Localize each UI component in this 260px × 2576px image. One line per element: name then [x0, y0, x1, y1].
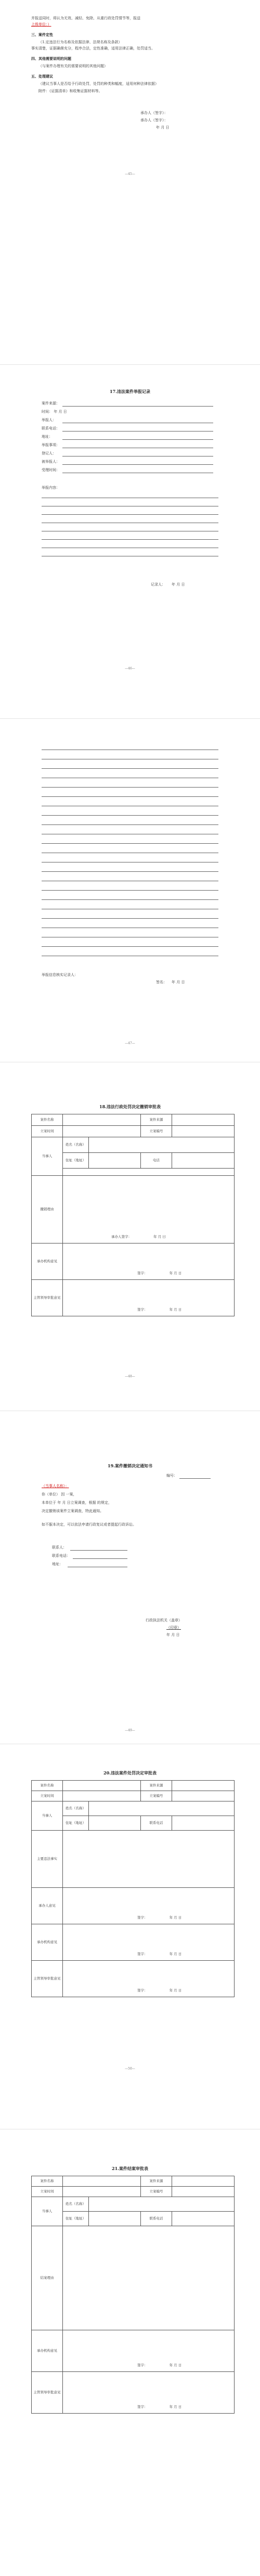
- label-case-source: 案件来源: [141, 1781, 172, 1791]
- notice-line-5: 如不服本决定，可以依法申请行政复议或者提起行政诉讼。: [42, 1522, 136, 1527]
- page-title: 20.违法案件处罚决定审批表: [103, 1770, 157, 1775]
- label-party: 当事人: [32, 2197, 63, 2226]
- page-title: 18.违法行政处罚决定撤销审批表: [99, 1104, 161, 1109]
- leader-sign: 签字：: [137, 1308, 148, 1312]
- page-6: [0, 1754, 260, 2129]
- leader-opinion-cell[interactable]: [63, 2372, 235, 2414]
- field-case-source: 案件来源：: [42, 401, 60, 405]
- label-address: 住址（地址）: [63, 2212, 89, 2226]
- label-org-opinion: 承办机构意见: [32, 1243, 63, 1280]
- filing-no-cell[interactable]: [172, 1126, 235, 1137]
- page-4: [0, 1072, 260, 1411]
- label-handler-opinion: 承办人意见: [32, 1888, 63, 1924]
- notice-line-2: 你（单位） 因 一案，: [42, 1492, 77, 1496]
- signer-1: 承办人（签字）：: [140, 111, 168, 115]
- facts-cell[interactable]: [63, 1831, 235, 1888]
- record-date: 年 月 日: [172, 582, 185, 587]
- leader-date: 年 月 日: [169, 1308, 182, 1312]
- label-filing-time: 立案时间: [32, 1791, 63, 1801]
- report-content-label: 举报内容：: [42, 486, 60, 490]
- reason-cell[interactable]: [63, 1176, 235, 1243]
- label-name: 姓名（名称）: [63, 1137, 89, 1153]
- recorder-label: 记录人：: [151, 582, 165, 587]
- field-reporter: 举报人：: [42, 418, 56, 422]
- doc-number-label: 编号：: [166, 1474, 177, 1478]
- notice-line-1: （当事人名称）：: [42, 1484, 69, 1488]
- label-address: 住址（地址）: [63, 1153, 89, 1169]
- leader-opinion-cell[interactable]: [63, 1961, 235, 1997]
- leader-sign: 签字：: [137, 2405, 148, 2409]
- summary-cell[interactable]: [63, 2226, 235, 2330]
- label-phone: 电话: [141, 1153, 172, 1169]
- org-sign: 签字：: [137, 1271, 148, 1276]
- page-number: —49—: [125, 1729, 135, 1732]
- handler-date: 年 月 日: [153, 1235, 166, 1239]
- leader-sign: 签字：: [137, 1988, 148, 1993]
- field-registrar: 登记人：: [42, 451, 56, 455]
- label-case-name: 案件名称: [32, 1781, 63, 1791]
- contact-name: 联系人：: [52, 1545, 67, 1550]
- label-summary: 结案理由: [32, 2226, 63, 2330]
- page-title: 19.案件撤销决定通知书: [108, 1463, 152, 1468]
- handler-sign: 签字：: [137, 2363, 148, 2368]
- page-7: [0, 2139, 260, 2576]
- label-name: 姓名（名称）: [63, 2197, 89, 2212]
- phone-cell[interactable]: [172, 1816, 235, 1831]
- handler-sign: 签字：: [137, 1915, 148, 1920]
- address-cell[interactable]: [89, 2212, 141, 2226]
- label-leader-opinion: 主管领导审批意见: [32, 1280, 63, 1316]
- filing-time-cell[interactable]: [63, 1791, 141, 1801]
- signer-2: 承办人（签字）：: [140, 118, 168, 122]
- label-address: 住址（地址）: [63, 1816, 89, 1831]
- label-filing-no: 立案编号: [141, 1126, 172, 1137]
- org-opinion-cell[interactable]: [63, 1243, 235, 1280]
- page-divider: [0, 364, 260, 365]
- label-filing-no: 立案编号: [141, 1791, 172, 1801]
- case-source-cell[interactable]: [172, 1114, 235, 1126]
- page-number: —50—: [125, 2067, 135, 2071]
- sign-date: 年 月 日: [156, 125, 170, 130]
- notice-date: 年 月 日: [166, 1633, 180, 1637]
- page-1: [0, 0, 260, 375]
- page-5: [0, 1421, 260, 1744]
- label-name: 姓名（名称）: [63, 1801, 89, 1816]
- name-cell[interactable]: [89, 1137, 235, 1153]
- field-matter: 举报事项：: [42, 443, 60, 447]
- section5-line-1: （建议当事人是否给予行政处罚，处罚的种类和幅度，适用何种法律依据）: [38, 82, 159, 86]
- label-case-name: 案件名称: [32, 1114, 63, 1126]
- org-opinion-cell[interactable]: [63, 1924, 235, 1961]
- field-accept-time: 受理时间：: [42, 468, 60, 472]
- filing-no-cell[interactable]: [172, 1791, 235, 1801]
- label-phone: 联系电话: [141, 2212, 172, 2226]
- page-divider: [0, 718, 260, 719]
- label-party: 当事人: [32, 1801, 63, 1831]
- field-phone: 联系电话：: [42, 426, 60, 430]
- address-cell[interactable]: [89, 1816, 141, 1831]
- handler-opinion-cell[interactable]: [63, 2330, 235, 2372]
- section3-title: 三、案件定性: [31, 32, 53, 37]
- label-handler-opinion: 承办机构意见: [32, 2330, 63, 2372]
- intro-line-1: 并报送同时，将认为无效、减轻、免除、从重行政处罚情节等，报送: [31, 16, 140, 20]
- case-name-cell[interactable]: [63, 1114, 141, 1126]
- org-date: 年 月 日: [169, 1271, 182, 1276]
- org-sign: 签字：: [137, 1952, 148, 1957]
- page-3: [0, 729, 260, 1062]
- label-facts: 主要违法事实: [32, 1831, 63, 1888]
- closing-approval-table: [31, 2176, 235, 2414]
- intro-line-2: 上级单位：）: [31, 22, 51, 27]
- verifier-date: 年 月 日: [172, 980, 185, 984]
- case-name-cell[interactable]: [63, 1781, 141, 1791]
- field-accused: 被举报人：: [42, 460, 60, 464]
- field-address: 地址：: [42, 435, 53, 439]
- notice-line-3: 本单位于 年 月 日立案调查，根据 的规定，: [42, 1501, 112, 1505]
- label-phone: 联系电话: [141, 1816, 172, 1831]
- label-reason: 撤销理由: [32, 1176, 63, 1243]
- case-source-cell[interactable]: [172, 1781, 235, 1791]
- filing-no-cell[interactable]: [172, 2187, 235, 2197]
- label-leader-opinion: 主管领导审批意见: [32, 1961, 63, 1997]
- address-cell[interactable]: [89, 1153, 141, 1169]
- section5-title: 五、处理建议: [31, 74, 53, 79]
- label-leader-opinion: 主管领导审批意见: [32, 2372, 63, 2414]
- revoke-approval-table: [31, 1114, 235, 1316]
- leader-date: 年 月 日: [169, 2405, 182, 2409]
- leader-opinion-cell[interactable]: [63, 1280, 235, 1316]
- label-filing-time: 立案时间: [32, 2187, 63, 2197]
- page-number: —45—: [125, 172, 135, 176]
- label-case-source: 案件来源: [141, 1114, 172, 1126]
- stamp-sub: （印章）: [166, 1626, 181, 1630]
- phone-cell[interactable]: [172, 1153, 235, 1169]
- verifier-label: 举报信息核实记录人：: [42, 973, 78, 977]
- filing-time-cell[interactable]: [63, 2187, 141, 2197]
- label-case-source: 案件来源: [141, 2176, 172, 2187]
- page-2: [0, 375, 260, 718]
- section5-line-2: 附件：《证据清单》和收集证据材料等。: [38, 89, 102, 93]
- leader-date: 年 月 日: [169, 1988, 182, 1993]
- filing-time-cell[interactable]: [63, 1126, 141, 1137]
- stamp-label: 行政执法机关（盖章）: [146, 1618, 182, 1622]
- section3-line-2: 事实清楚，证据确凿充分，程序合法，定性准确，适用法律正确，处罚适当。: [31, 46, 155, 50]
- section4-title: 四、其他需要说明的问题: [31, 56, 71, 61]
- label-case-name: 案件名称: [32, 2176, 63, 2187]
- org-date: 年 月 日: [169, 1952, 182, 1957]
- label-party: 当事人: [32, 1137, 63, 1176]
- handler-date: 年 月 日: [169, 2363, 182, 2368]
- label-org-opinion: 承办机构意见: [32, 1924, 63, 1961]
- section4-line-1: （与案件办理有关的需要说明的其他问题）: [38, 64, 108, 68]
- name-cell[interactable]: [89, 1801, 235, 1816]
- contact-address: 地址：: [52, 1562, 63, 1566]
- page-number: —47—: [125, 1042, 135, 1045]
- handler-opinion-cell[interactable]: [63, 1888, 235, 1924]
- notice-line-4: 决定撤销该案件立案调查，特此通知。: [42, 1509, 103, 1513]
- name-cell[interactable]: [89, 2197, 235, 2212]
- label-filing-no: 立案编号: [141, 2187, 172, 2197]
- handler-sign: 承办人签字：: [111, 1235, 132, 1239]
- handler-date: 年 月 日: [169, 1915, 182, 1920]
- field-time: 时间： 年 月 日: [42, 410, 67, 414]
- page-title: 21.案件结案审批表: [112, 2166, 148, 2171]
- page-number: —46—: [125, 667, 135, 670]
- phone-cell[interactable]: [172, 2212, 235, 2226]
- page-title: 17.违法案件举报记录: [110, 389, 150, 394]
- label-filing-time: 立案时间: [32, 1126, 63, 1137]
- punish-approval-table: [31, 1780, 235, 1997]
- case-source-cell[interactable]: [172, 2176, 235, 2187]
- section3-line-1: （1.定违法行为名称及依据法律、法规名称及条款）: [38, 40, 122, 44]
- page-number: —48—: [125, 1375, 135, 1378]
- contact-phone: 联系电话：: [52, 1554, 70, 1558]
- verifier-sign: 签名：: [156, 980, 167, 984]
- case-name-cell[interactable]: [63, 2176, 141, 2187]
